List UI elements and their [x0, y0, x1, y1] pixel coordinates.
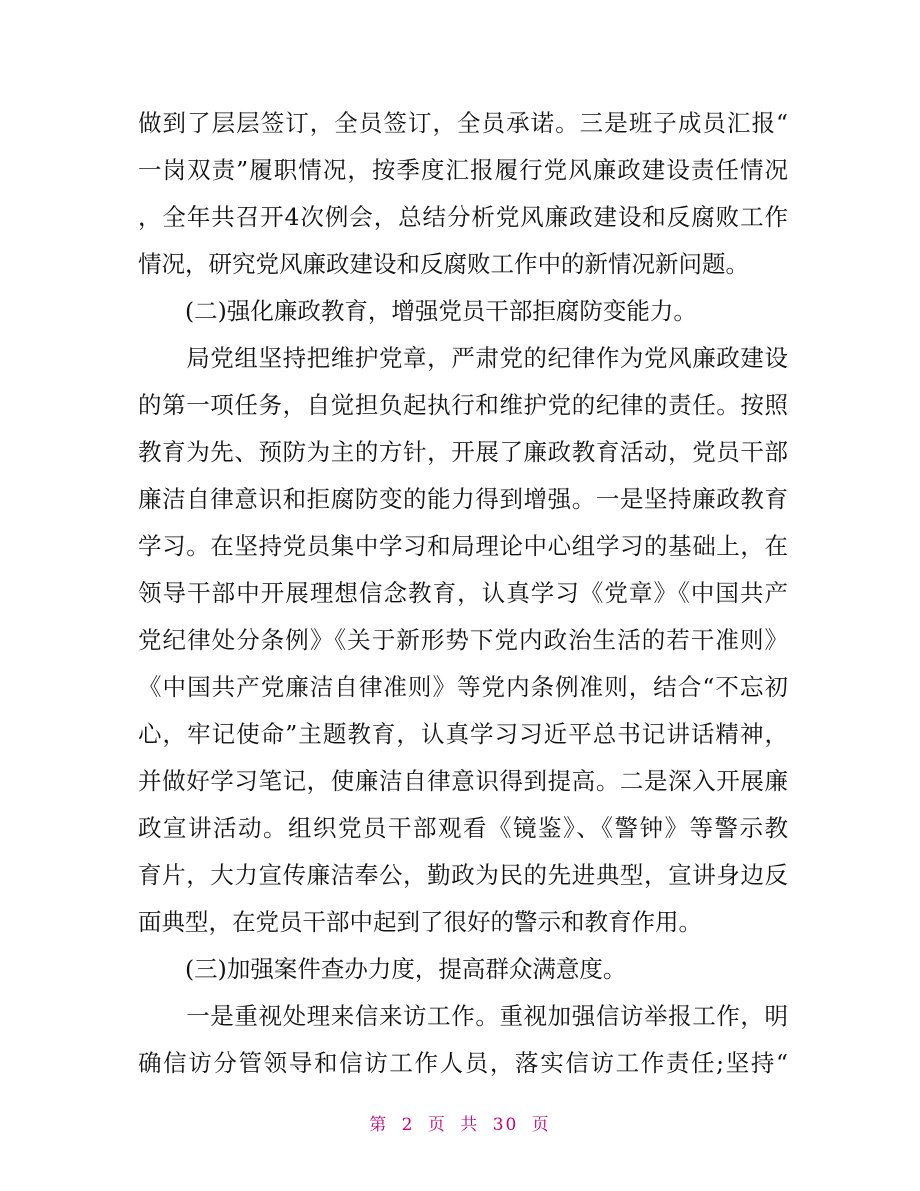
body-line: 局党组坚持把维护党章，严肃党的纪律作为党风廉政建设	[138, 344, 788, 372]
body-line: 确信访分管领导和信访工作人员，落实信访工作责任;坚持“	[138, 1049, 788, 1077]
body-line: 并做好学习笔记，使廉洁自律意识得到提高。二是深入开展廉	[138, 767, 788, 795]
body-line: 一岗双责”履职情况，按季度汇报履行党风廉政建设责任情况	[138, 156, 788, 184]
body-line: 做到了层层签订，全员签订，全员承诺。三是班子成员汇报“	[138, 109, 788, 137]
body-line: 面典型，在党员干部中起到了很好的警示和教育作用。	[138, 908, 702, 936]
body-line: 党纪律处分条例》《关于新形势下党内政治生活的若干准则》	[138, 626, 788, 654]
page-number-footer: 第 2 页 共 30 页	[369, 1115, 551, 1135]
body-line: 情况，研究党风廉政建设和反腐败工作中的新情况新问题。	[138, 250, 749, 278]
body-line: 一是重视处理来信来访工作。重视加强信访举报工作，明	[138, 1002, 788, 1030]
body-line: ，全年共召开4次例会，总结分析党风廉政建设和反腐败工作	[138, 203, 788, 231]
body-line: 的第一项任务，自觉担负起执行和维护党的纪律的责任。按照	[138, 391, 788, 419]
body-line: 廉洁自律意识和拒腐防变的能力得到增强。一是坚持廉政教育	[138, 485, 788, 513]
body-line: 育片，大力宣传廉洁奉公，勤政为民的先进典型，宣讲身边反	[138, 861, 788, 889]
document-body	[138, 100, 788, 1087]
body-line: 教育为先、预防为主的方针，开展了廉政教育活动，党员干部	[138, 438, 788, 466]
body-line: 政宣讲活动。组织党员干部观看《镜鉴》、《警钟》等警示教	[138, 814, 788, 842]
body-line: 《中国共产党廉洁自律准则》等党内条例准则，结合“不忘初	[138, 673, 788, 701]
body-line: 学习。在坚持党员集中学习和局理论中心组学习的基础上，在	[138, 532, 788, 560]
section-heading: (二)强化廉政教育，增强党员干部拒腐防变能力。	[138, 297, 697, 325]
section-heading: (三)加强案件查办力度，提高群众满意度。	[138, 955, 627, 983]
body-line: 领导干部中开展理想信念教育，认真学习《党章》《中国共产	[138, 579, 788, 607]
body-line: 心，牢记使命”主题教育，认真学习习近平总书记讲话精神，	[138, 720, 788, 748]
